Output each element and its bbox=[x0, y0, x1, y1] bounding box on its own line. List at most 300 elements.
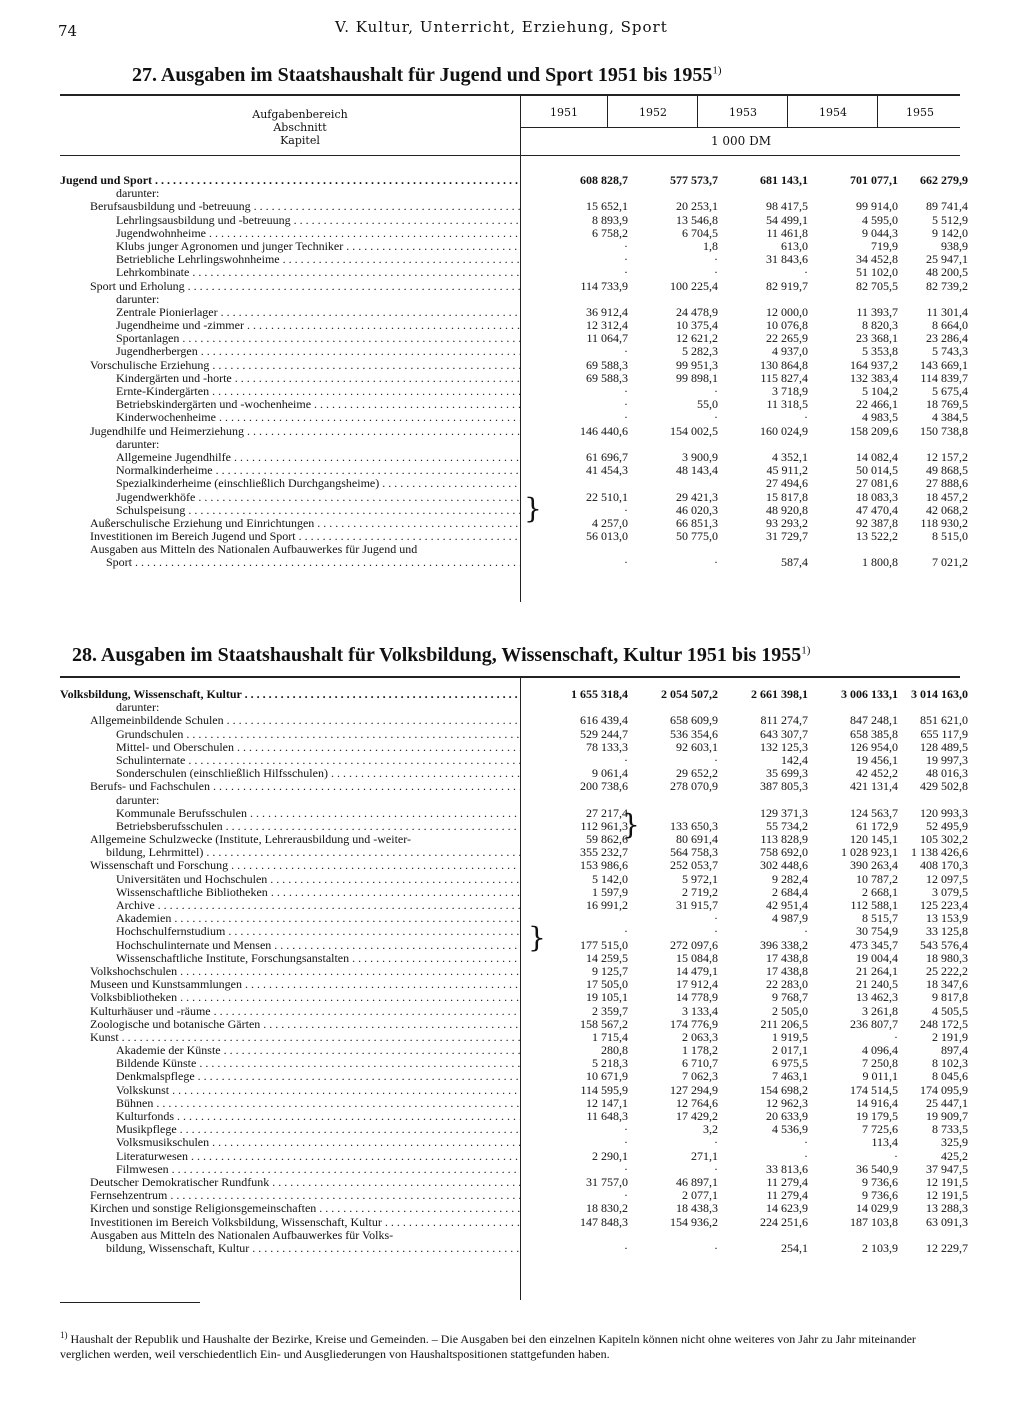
value-cell: · bbox=[714, 1135, 718, 1150]
value-cell: 82 919,7 bbox=[766, 278, 808, 293]
leader-dots bbox=[185, 280, 520, 293]
value-cell: 33 125,8 bbox=[926, 924, 968, 939]
value-cell: 18 457,2 bbox=[926, 489, 968, 504]
row-label-text: darunter: bbox=[116, 437, 160, 451]
value-cell: 31 757,0 bbox=[586, 1174, 628, 1189]
value-cell: 48 920,8 bbox=[766, 502, 808, 517]
row-label-text: Investitionen im Bereich Jugend und Sport bbox=[90, 530, 296, 544]
value-cell: 27 217,4 bbox=[586, 805, 628, 820]
running-head: V. Kultur, Unterricht, Erziehung, Sport bbox=[335, 18, 668, 36]
row-label-text: Betriebskindergärten und -wochenheime bbox=[116, 398, 312, 412]
value-cell: 851 621,0 bbox=[920, 713, 968, 728]
value-cell: 143 669,1 bbox=[920, 357, 968, 372]
value-cell: 2 668,1 bbox=[862, 884, 898, 899]
value-cell: 2 505,0 bbox=[772, 1003, 808, 1018]
value-cell: 10 787,2 bbox=[856, 871, 898, 886]
leader-dots bbox=[155, 899, 520, 912]
value-cell: 42 068,2 bbox=[926, 502, 968, 517]
row-label-text: Vorschulische Erziehung bbox=[90, 358, 210, 372]
leader-dots bbox=[179, 332, 520, 345]
leader-dots bbox=[195, 491, 520, 504]
value-cell: 11 279,4 bbox=[766, 1174, 808, 1189]
leader-dots bbox=[209, 1136, 520, 1149]
value-cell: 5 142,0 bbox=[592, 871, 628, 886]
leader-dots bbox=[249, 1242, 520, 1255]
value-cell: 124 563,7 bbox=[850, 805, 898, 820]
value-cell: 12 191,5 bbox=[926, 1174, 968, 1189]
leader-dots bbox=[225, 925, 520, 938]
value-cell: 14 623,9 bbox=[766, 1201, 808, 1216]
value-cell: 5 282,3 bbox=[682, 344, 718, 359]
leader-dots bbox=[153, 1097, 520, 1110]
value-cell: 9 736,6 bbox=[862, 1188, 898, 1203]
value-cell: 21 264,1 bbox=[856, 963, 898, 978]
value-cell: 7 021,2 bbox=[932, 555, 968, 570]
row-label-text: Musikpflege bbox=[116, 1123, 177, 1137]
brace: } bbox=[524, 492, 542, 525]
value-cell: 12 097,5 bbox=[926, 871, 968, 886]
row-label bbox=[60, 385, 520, 398]
value-cell: 15 817,8 bbox=[766, 489, 808, 504]
value-cell: 12 229,7 bbox=[926, 1240, 968, 1255]
row-label-text: Jugend und Sport bbox=[60, 174, 153, 187]
row-label bbox=[60, 899, 520, 912]
value-cell: 130 864,8 bbox=[760, 357, 808, 372]
row-label bbox=[60, 1216, 520, 1229]
value-cell: 158 209,6 bbox=[850, 423, 898, 438]
row-label-text: Jugendheime und -zimmer bbox=[116, 319, 244, 333]
value-cell: 1 919,5 bbox=[772, 1029, 808, 1044]
value-cell: 78 133,3 bbox=[586, 739, 628, 754]
value-cell: 6 710,7 bbox=[682, 1056, 718, 1071]
value-cell: 120 993,3 bbox=[920, 805, 968, 820]
value-cell: 8 664,0 bbox=[932, 318, 968, 333]
value-cell: 22 283,0 bbox=[766, 977, 808, 992]
value-cell: 2 103,9 bbox=[862, 1240, 898, 1255]
value-cell: · bbox=[714, 265, 718, 280]
leader-dots bbox=[316, 1202, 520, 1215]
leader-dots bbox=[132, 556, 520, 569]
value-cell: 153 986,6 bbox=[580, 858, 628, 873]
value-cell: 125 223,4 bbox=[920, 898, 968, 912]
row-label-text: darunter: bbox=[116, 793, 160, 807]
value-cell: 2 290,1 bbox=[592, 1148, 628, 1163]
row-label-text: Jugendwerkhöfe bbox=[116, 490, 196, 504]
leader-dots bbox=[260, 1018, 520, 1031]
value-cell: 99 898,1 bbox=[676, 370, 718, 385]
row-label bbox=[60, 1097, 520, 1110]
value-cell: 128 489,5 bbox=[920, 739, 968, 754]
value-cell: 4 987,9 bbox=[772, 911, 808, 926]
row-label bbox=[60, 1018, 520, 1031]
value-cell: 4 937,0 bbox=[772, 344, 808, 359]
value-cell: 61 172,9 bbox=[856, 818, 898, 833]
value-cell: 89 741,4 bbox=[926, 199, 968, 214]
row-label-text: Hochschulfernstudium bbox=[116, 925, 226, 939]
row-label bbox=[60, 200, 520, 213]
row-label bbox=[60, 451, 520, 464]
value-cell: 18 769,5 bbox=[926, 397, 968, 412]
row-label-text: Sport und Erholung bbox=[90, 279, 185, 293]
value-cell: 473 345,7 bbox=[850, 937, 898, 952]
row-label-text: Filmwesen bbox=[116, 1162, 169, 1176]
value-cell: 23 368,1 bbox=[856, 331, 898, 346]
value-cell: 252 053,7 bbox=[670, 858, 718, 873]
leader-dots bbox=[224, 714, 520, 727]
value-cell: 55 734,2 bbox=[766, 818, 808, 833]
value-cell: · bbox=[804, 265, 808, 280]
row-label bbox=[60, 978, 520, 991]
value-cell: 9 817,8 bbox=[932, 990, 968, 1005]
row-label bbox=[60, 1176, 520, 1189]
value-cell: 2 191,9 bbox=[932, 1029, 968, 1044]
row-label bbox=[60, 280, 520, 293]
value-cell: 82 705,5 bbox=[856, 278, 898, 293]
value-cell: 11 064,7 bbox=[586, 331, 628, 346]
value-cell: 8 820,3 bbox=[862, 318, 898, 333]
value-cell: 36 540,9 bbox=[856, 1161, 898, 1176]
value-cell: 50 775,0 bbox=[676, 529, 718, 544]
row-label bbox=[60, 187, 520, 200]
leader-dots bbox=[216, 411, 520, 424]
leader-dots bbox=[231, 451, 520, 464]
value-cell: 7 463,1 bbox=[772, 1069, 808, 1084]
leader-dots bbox=[196, 1057, 520, 1070]
leader-dots bbox=[213, 464, 520, 477]
value-cell: 14 082,4 bbox=[856, 449, 898, 464]
row-label bbox=[60, 398, 520, 411]
row-label bbox=[60, 912, 520, 925]
row-label bbox=[60, 530, 520, 543]
value-cell: 3 133,4 bbox=[682, 1003, 718, 1018]
value-cell: 1 800,8 bbox=[862, 555, 898, 570]
value-cell: · bbox=[624, 410, 628, 425]
row-label bbox=[60, 1070, 520, 1083]
leader-dots bbox=[314, 517, 520, 530]
row-label bbox=[60, 253, 520, 266]
row-label-text: Berufs- und Fachschulen bbox=[90, 780, 210, 794]
value-cell: 24 478,9 bbox=[676, 304, 718, 319]
value-cell: 19 456,1 bbox=[856, 752, 898, 767]
row-label bbox=[60, 1123, 520, 1136]
value-cell: · bbox=[894, 1029, 898, 1044]
value-cell: 42 452,2 bbox=[856, 766, 898, 781]
value-cell: 37 947,5 bbox=[926, 1161, 968, 1176]
value-cell: 5 743,3 bbox=[932, 344, 968, 359]
value-cell: 8 515,7 bbox=[862, 911, 898, 926]
value-cell: 174 095,9 bbox=[920, 1082, 968, 1097]
row-label bbox=[60, 306, 520, 319]
value-cell: 27 888,6 bbox=[926, 476, 968, 491]
row-label-text: Investitionen im Bereich Volksbildung, Wissenschaft, Kultur bbox=[90, 1215, 382, 1229]
value-cell: 45 911,2 bbox=[766, 463, 808, 478]
year-divider bbox=[787, 96, 788, 127]
row-label-text: Bühnen bbox=[116, 1096, 154, 1110]
value-cell: 22 510,1 bbox=[586, 489, 628, 504]
leader-dots bbox=[228, 859, 520, 872]
value-cell: 8 893,9 bbox=[592, 212, 628, 227]
row-label bbox=[60, 873, 520, 886]
value-cell: 4 505,5 bbox=[932, 1003, 968, 1018]
value-cell: 17 505,0 bbox=[586, 977, 628, 992]
value-cell: 396 338,2 bbox=[760, 937, 808, 952]
value-cell: 61 696,7 bbox=[586, 449, 628, 464]
value-cell: 5 512,9 bbox=[932, 212, 968, 227]
value-cell: 19 909,7 bbox=[926, 1109, 968, 1123]
value-cell: 25 447,1 bbox=[926, 1095, 968, 1110]
value-cell: 421 131,4 bbox=[850, 779, 898, 794]
leader-dots bbox=[189, 266, 520, 279]
row-label-text: Betriebsberufsschulen bbox=[116, 819, 223, 833]
row-label bbox=[60, 780, 520, 793]
row-label-text: Sportanlagen bbox=[116, 332, 180, 346]
row-label-text: Literaturwesen bbox=[116, 1149, 188, 1163]
leader-dots bbox=[185, 504, 520, 517]
value-cell: 129 371,3 bbox=[760, 805, 808, 820]
row-label-text: Ausgaben aus Mitteln des Nationalen Aufbauwerkes für Jugend und bbox=[90, 543, 418, 557]
value-cell: 4 352,1 bbox=[772, 449, 808, 464]
value-cell: 2 359,7 bbox=[592, 1003, 628, 1018]
row-label-text: Bildende Künste bbox=[116, 1057, 197, 1071]
value-cell: 48 200,5 bbox=[926, 265, 968, 280]
row-label-text: Normalkinderheime bbox=[116, 464, 213, 478]
row-label-text: Volkskunst bbox=[116, 1083, 170, 1097]
value-cell: 616 439,4 bbox=[580, 713, 628, 728]
value-cell: 14 778,9 bbox=[676, 990, 718, 1005]
page-number: 74 bbox=[58, 22, 78, 40]
value-cell: 577 573,7 bbox=[670, 173, 718, 187]
row-label-text: Kulturfonds bbox=[116, 1110, 174, 1123]
row-label bbox=[60, 1163, 520, 1176]
row-label bbox=[60, 504, 520, 517]
value-cell: 4 096,4 bbox=[862, 1043, 898, 1058]
value-cell: 27 494,6 bbox=[766, 476, 808, 491]
value-cell: 681 143,1 bbox=[760, 173, 808, 187]
value-cell: · bbox=[804, 1148, 808, 1163]
value-cell: 811 274,7 bbox=[760, 713, 808, 728]
value-cell: · bbox=[714, 752, 718, 767]
value-cell: 160 024,9 bbox=[760, 423, 808, 438]
value-cell: 18 830,2 bbox=[586, 1201, 628, 1216]
value-cell: 11 318,5 bbox=[766, 397, 808, 412]
value-cell: 19 997,3 bbox=[926, 752, 968, 767]
row-label-text: Allgemeinbildende Schulen bbox=[90, 714, 224, 728]
value-cell: 16 991,2 bbox=[586, 898, 628, 912]
value-cell: 3 261,8 bbox=[862, 1003, 898, 1018]
year-divider bbox=[877, 96, 878, 127]
value-cell: 31 915,7 bbox=[676, 898, 718, 912]
leader-dots bbox=[209, 359, 520, 372]
row-label-text: Kommunale Berufsschulen bbox=[116, 806, 247, 820]
value-cell: · bbox=[624, 1188, 628, 1203]
value-cell: 25 222,2 bbox=[926, 963, 968, 978]
leader-dots bbox=[218, 306, 520, 319]
value-cell: 105 302,2 bbox=[920, 832, 968, 847]
value-cell: 174 776,9 bbox=[670, 1016, 718, 1031]
leader-dots bbox=[349, 952, 520, 965]
table28-top-rule bbox=[60, 676, 960, 678]
row-label bbox=[60, 701, 520, 714]
row-label bbox=[60, 952, 520, 965]
value-cell: 154 936,2 bbox=[670, 1214, 718, 1229]
row-label bbox=[60, 820, 520, 833]
value-cell: 12 962,3 bbox=[766, 1095, 808, 1110]
value-cell: 11 279,4 bbox=[766, 1188, 808, 1203]
value-cell: 69 588,3 bbox=[586, 357, 628, 372]
footnote: $^{1)}$ Haushalt der Republik und Haushalte der Bezirke, Kreise und Gemeinden. – Die Ausgaben bei den einzelnen Kapiteln können nicht ohne weiteres von Jahr zu Jahr miteinander verglichen werden, weil verschiedentlich Ein- und Ausgliederungen von Haushaltspositionen stattgefunden haben. bbox=[60, 1330, 916, 1361]
year-header: 1951 bbox=[550, 106, 578, 119]
row-label bbox=[60, 741, 520, 754]
value-cell: 51 102,0 bbox=[856, 265, 898, 280]
table28-col-divider bbox=[520, 678, 521, 1300]
unit-label: 1 000 DM bbox=[710, 134, 772, 148]
row-label bbox=[60, 794, 520, 807]
value-cell: 56 013,0 bbox=[586, 529, 628, 544]
row-label bbox=[60, 859, 520, 872]
value-cell: 536 354,6 bbox=[670, 726, 718, 741]
value-cell: 17 429,2 bbox=[676, 1109, 718, 1123]
value-cell: 408 170,3 bbox=[920, 858, 968, 873]
value-cell: · bbox=[894, 1148, 898, 1163]
value-cell: · bbox=[624, 344, 628, 359]
value-cell: 1 597,9 bbox=[592, 884, 628, 899]
value-cell: 5 353,8 bbox=[862, 344, 898, 359]
value-cell: 613,0 bbox=[781, 238, 808, 253]
leader-dots bbox=[206, 227, 520, 240]
leader-dots bbox=[244, 425, 520, 438]
row-label bbox=[60, 714, 520, 727]
value-cell: 390 263,4 bbox=[850, 858, 898, 873]
value-cell: 3 900,9 bbox=[682, 449, 718, 464]
row-label bbox=[60, 728, 520, 741]
value-cell: 17 912,4 bbox=[676, 977, 718, 992]
value-cell: 14 916,4 bbox=[856, 1095, 898, 1110]
value-cell: 35 699,3 bbox=[766, 766, 808, 781]
leader-dots bbox=[244, 319, 520, 332]
row-label bbox=[60, 846, 520, 859]
value-cell: 254,1 bbox=[781, 1240, 808, 1255]
row-label-text: Lehrkombinate bbox=[116, 266, 190, 280]
leader-dots bbox=[280, 253, 520, 266]
table27-header-rule bbox=[60, 155, 960, 156]
row-label bbox=[60, 807, 520, 820]
value-cell: 429 502,8 bbox=[920, 779, 968, 794]
leader-dots bbox=[269, 1176, 520, 1189]
value-cell: 46 020,3 bbox=[676, 502, 718, 517]
value-cell: 12 621,2 bbox=[676, 331, 718, 346]
value-cell: 21 240,5 bbox=[856, 977, 898, 992]
value-cell: 248 172,5 bbox=[920, 1016, 968, 1031]
value-cell: 529 244,7 bbox=[580, 726, 628, 741]
row-label-text: Kindergärten und -horte bbox=[116, 371, 232, 385]
value-cell: 36 912,4 bbox=[586, 304, 628, 319]
row-label-text: Wissenschaftliche Institute, Forschungsanstalten bbox=[116, 951, 350, 965]
value-cell: 7 062,3 bbox=[682, 1069, 718, 1084]
row-label bbox=[60, 1150, 520, 1163]
value-cell: 34 452,8 bbox=[856, 252, 898, 267]
value-cell: 15 652,1 bbox=[586, 199, 628, 214]
row-label bbox=[60, 464, 520, 477]
row-label bbox=[60, 359, 520, 372]
row-label-text: Jugendhilfe und Heimerziehung bbox=[90, 424, 244, 438]
value-cell: 92 387,8 bbox=[856, 515, 898, 530]
leader-dots bbox=[188, 1150, 520, 1163]
value-cell: 113 828,9 bbox=[760, 832, 808, 847]
value-cell: 278 070,9 bbox=[670, 779, 718, 794]
row-label-text: Jugendherbergen bbox=[116, 345, 198, 359]
leader-dots bbox=[174, 1110, 520, 1123]
leader-dots bbox=[267, 873, 520, 886]
row-label bbox=[60, 266, 520, 279]
value-cell: 425,2 bbox=[941, 1148, 968, 1163]
value-cell: 6 758,2 bbox=[592, 225, 628, 240]
row-label-text: Hochschulinternate und Mensen bbox=[116, 938, 272, 952]
value-cell: 23 286,4 bbox=[926, 331, 968, 346]
row-label-text: Betriebliche Lehrlingswohnheime bbox=[116, 253, 280, 267]
leader-dots bbox=[234, 741, 520, 754]
row-label bbox=[60, 438, 520, 451]
value-cell: · bbox=[624, 1240, 628, 1255]
row-label bbox=[60, 1031, 520, 1044]
leader-dots bbox=[382, 1216, 520, 1229]
value-cell: 11 393,7 bbox=[856, 304, 898, 319]
row-label bbox=[60, 1005, 520, 1018]
value-cell: · bbox=[624, 265, 628, 280]
value-cell: 126 954,0 bbox=[850, 739, 898, 754]
value-cell: · bbox=[714, 384, 718, 398]
value-cell: 608 828,7 bbox=[580, 173, 628, 187]
table27-header-label: Aufgabenbereich Abschnitt Kapitel bbox=[252, 108, 348, 147]
leader-dots bbox=[268, 886, 520, 899]
row-label-text: Ausgaben aus Mitteln des Nationalen Aufbauwerkes für Volks- bbox=[90, 1228, 394, 1242]
row-label-text: Schulinternate bbox=[116, 753, 186, 767]
row-label-text: Ernte-Kindergärten bbox=[116, 385, 210, 398]
value-cell: 236 807,7 bbox=[850, 1016, 898, 1031]
value-cell: 19 004,4 bbox=[856, 950, 898, 965]
value-cell: · bbox=[804, 410, 808, 425]
value-cell: 4 536,9 bbox=[772, 1122, 808, 1137]
value-cell: 133 650,3 bbox=[670, 818, 718, 833]
value-cell: · bbox=[714, 911, 718, 926]
value-cell: 13 522,2 bbox=[856, 529, 898, 544]
value-cell: 3,2 bbox=[703, 1122, 718, 1137]
value-cell: · bbox=[624, 397, 628, 412]
row-label bbox=[60, 965, 520, 978]
value-cell: 19 105,1 bbox=[586, 990, 628, 1005]
value-cell: · bbox=[624, 238, 628, 253]
value-cell: 8 733,5 bbox=[932, 1122, 968, 1137]
value-cell: 150 738,8 bbox=[920, 423, 968, 438]
row-label bbox=[60, 240, 520, 253]
row-label-text: Zentrale Pionierlager bbox=[116, 305, 218, 319]
row-label-text: Schulspeisung bbox=[116, 503, 186, 517]
value-cell: 147 848,3 bbox=[580, 1214, 628, 1229]
leader-dots bbox=[119, 1031, 520, 1044]
leader-dots bbox=[195, 1070, 520, 1083]
value-cell: 30 754,9 bbox=[856, 924, 898, 939]
value-cell: 2 063,3 bbox=[682, 1029, 718, 1044]
value-cell: · bbox=[714, 924, 718, 939]
value-cell: 4 595,0 bbox=[862, 212, 898, 227]
row-label-text: Archive bbox=[116, 899, 155, 912]
value-cell: 177 515,0 bbox=[580, 937, 628, 952]
value-cell: 99 914,0 bbox=[856, 199, 898, 214]
value-cell: 29 421,3 bbox=[676, 489, 718, 504]
value-cell: 18 083,3 bbox=[856, 489, 898, 504]
value-cell: 10 671,9 bbox=[586, 1069, 628, 1084]
value-cell: 7 250,8 bbox=[862, 1056, 898, 1071]
value-cell: 18 980,3 bbox=[926, 950, 968, 965]
